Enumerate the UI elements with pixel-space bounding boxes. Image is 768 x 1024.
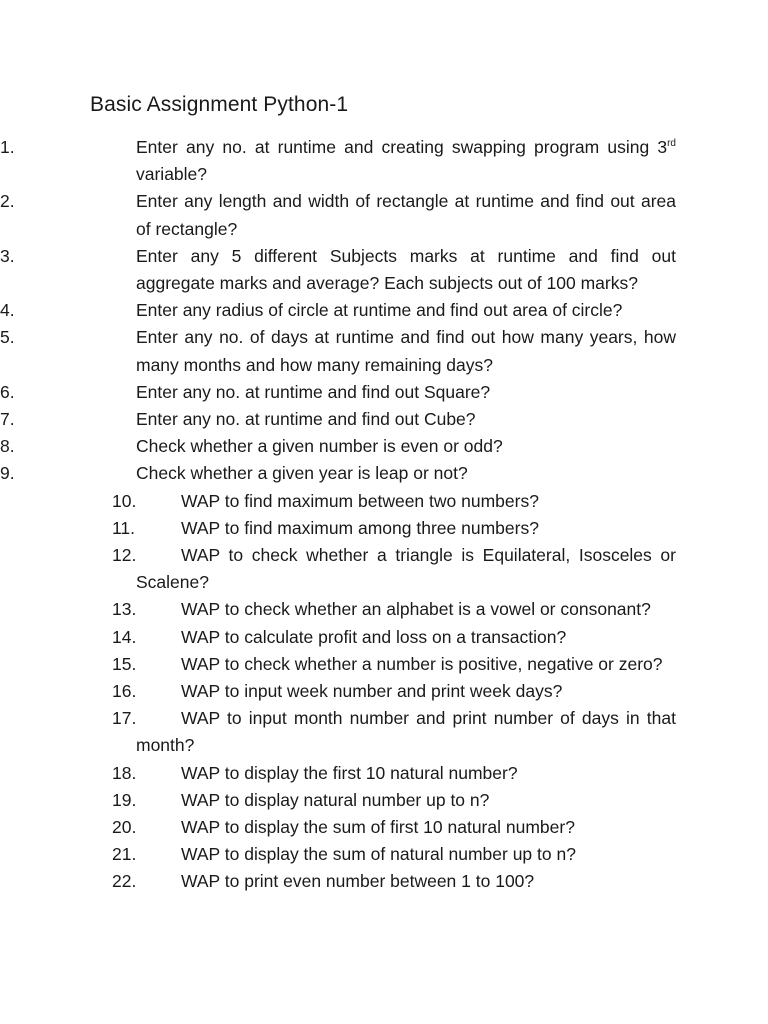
question-number: 17. [112,708,137,729]
question-item-1 [0,134,676,188]
question-item-7 [0,406,676,433]
question-item-20 [0,814,676,841]
question-number: 19. [112,789,137,810]
question-number: 6. [0,381,15,402]
question-number: 8. [0,436,15,457]
question-item-6 [0,379,676,406]
question-text: WAP to check whether an alphabet is a vowel or consonant? [181,599,651,620]
question-text: WAP to display natural number up to n? [181,789,490,810]
question-item-13 [0,596,676,623]
question-text: Enter any length and width of rectangle at runtime and find out area of rectangle? [136,191,676,239]
question-item-21 [0,841,676,868]
question-number: 7. [0,409,15,430]
question-number: 14. [112,626,137,647]
document-title: Basic Assignment Python-1 [90,93,349,116]
question-item-5 [0,324,676,378]
question-item-4 [0,297,676,324]
question-text: WAP to input month number and print number of days in that month? [136,708,676,756]
question-item-22 [0,868,676,895]
question-number: 20. [112,817,137,838]
question-number: 13. [112,599,137,620]
question-item-2 [0,188,676,242]
question-text: WAP to input week number and print week days? [181,681,563,702]
question-text: WAP to display the first 10 natural number? [181,762,518,783]
question-item-8 [0,433,676,460]
question-item-16 [0,678,676,705]
question-text: WAP to find maximum among three numbers? [181,517,539,538]
question-number: 5. [0,327,15,348]
question-number: 15. [112,653,137,674]
question-item-14 [0,624,676,651]
question-text: WAP to display the sum of natural number up to n? [181,844,576,865]
question-text: Enter any no. at runtime and creating swapping program using 3 [136,137,668,157]
question-item-11 [0,515,676,542]
question-item-15 [0,651,676,678]
question-item-9 [0,460,676,487]
question-number: 16. [112,681,137,702]
question-text: WAP to check whether a triangle is Equilateral, Isosceles or Scalene? [136,545,676,593]
question-text: WAP to calculate profit and loss on a transaction? [181,626,567,647]
question-item-19 [0,787,676,814]
question-number: 3. [0,245,15,266]
question-number: 1. [0,137,15,157]
question-item-3 [0,243,676,297]
ordinal-superscript: rd [667,138,676,150]
question-item-18 [0,760,676,787]
question-text: Check whether a given number is even or odd? [136,436,503,457]
question-text: Enter any 5 different Subjects marks at runtime and find out aggregate marks and average? Each subjects out of 100 marks? [136,245,676,294]
question-number: 9. [0,463,15,484]
question-text: Enter any no. of days at runtime and find out how many years, how many months and how many remaining days? [136,327,676,375]
question-item-17 [0,705,676,759]
question-number: 11. [112,517,136,538]
question-item-10 [0,488,676,515]
question-list [0,134,768,896]
question-number: 10. [112,490,137,511]
question-text: WAP to display the sum of first 10 natural number? [181,817,575,838]
question-text-tail: variable? [136,164,208,185]
question-text: Enter any no. at runtime and find out Square? [136,381,491,402]
question-item-12 [0,542,676,596]
question-text: WAP to find maximum between two numbers? [181,490,539,511]
question-text: Enter any no. at runtime and find out Cube? [136,409,476,430]
question-number: 12. [112,545,137,566]
question-text: Check whether a given year is leap or not? [136,463,468,484]
question-number: 4. [0,300,15,321]
question-number: 18. [112,762,137,783]
question-text: Enter any radius of circle at runtime and find out area of circle? [136,300,623,321]
question-number: 2. [0,191,15,212]
question-text: WAP to check whether a number is positive, negative or zero? [181,653,663,674]
question-number: 21. [112,844,137,865]
question-text: WAP to print even number between 1 to 100? [181,871,535,892]
question-number: 22. [112,871,137,892]
